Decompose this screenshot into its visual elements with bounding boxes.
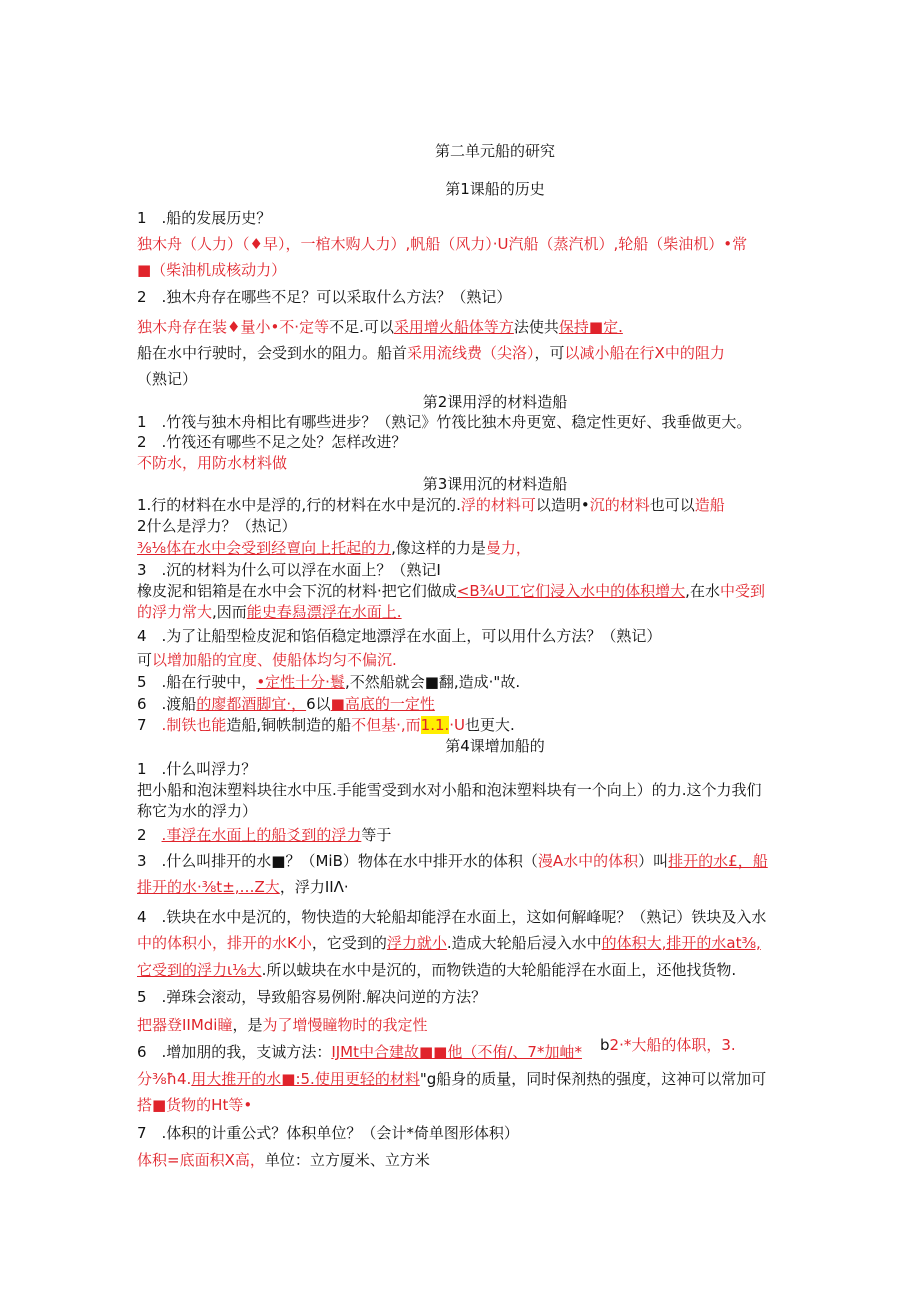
l4-q2-black-1: 2: [137, 826, 162, 844]
lesson1-a3-line1: [137, 342, 725, 364]
lesson1-heading: 第1课船的历史: [445, 180, 545, 198]
l3-a3-black-1: 橡皮泥和铝箱是在水中会下沉的材料·把它们做成: [137, 582, 457, 600]
l4-q2-red-1: .事浮在水面上的船爻到的浮力: [161, 826, 362, 844]
l4-a5-red-2: 为了增慢瞳物时的我定性: [262, 1016, 428, 1034]
lesson3-q2: 2什么是浮力？（热记）: [137, 517, 297, 535]
l4-q4l2-red-2: 浮力就小: [386, 934, 447, 952]
lesson2-q1: 1 .竹筏与独木舟相比有哪些进步？（熟记》竹筏比独木舟更宽、稳定性更好、我垂做更大。: [137, 413, 752, 431]
lesson3-a2: [137, 537, 531, 559]
a2-red-3: 保持■定.: [558, 318, 623, 336]
lesson1-q1: 1 .船的发展历史？: [137, 209, 272, 227]
lesson3-a3-line1: [137, 580, 765, 602]
l3-a4-red-1: 以增加船的宜度、使船体均匀不偏沉.: [152, 651, 397, 669]
l3-l5-black-1: 5 .船在行驶中，: [137, 673, 257, 691]
lesson3-q3: 3 .沉的材料为什么可以浮在水面上？（熟记I: [137, 561, 441, 579]
l4-q6l3-red-1: 搭■货物的Ht等•: [137, 1096, 253, 1114]
lesson4-a1-line1: 把小船和泡沫塑料块往水中压.手能雪受到水对小船和泡沫塑料块有一个向上）的力.这个力我们: [137, 781, 762, 799]
l3-l7-red-2: 不但基·,而: [351, 716, 421, 734]
l3-a2-black-1: ,像这样的力是: [391, 539, 486, 557]
lesson4-a1-line2: 称它为水的浮力）: [137, 802, 258, 820]
lesson4-q6-side: [600, 1034, 736, 1056]
l4-q3-black-1: 3 .什么叫排开的水■？（MiB）物体在水中排开水的体积（: [137, 852, 538, 870]
lesson4-a5: [137, 1014, 428, 1036]
l3-l6-black-2: 6以: [306, 695, 331, 713]
l4-q3-red-1: 漫A水中的体积: [537, 852, 639, 870]
lesson3-a3-line2: [137, 601, 402, 623]
l3-l6-black-1: 6 .渡船: [137, 695, 197, 713]
l4-q6-side-black-1: b: [600, 1036, 610, 1054]
l3-black-1: 1.行的材料在水中是浮的,行的材料在水中是沉的.: [137, 496, 461, 514]
l4-q4l2-red-3: 的体积大,排开的水at⅜,: [601, 934, 761, 952]
l3-l7-black-2: 造船,铜帙制造的船: [226, 716, 352, 734]
lesson2-heading: 第2课用浮的材料造船: [422, 393, 568, 411]
l3-red-2: 沉的材料: [589, 496, 650, 514]
l4-q4l2-black-2: .造成大轮船后浸入水中: [446, 934, 602, 952]
l4-a7-red-1: 体积=底面积X高，: [137, 1151, 265, 1169]
l3-a4-black-1: 可: [137, 651, 153, 669]
lesson4-q1: 1 .什么叫浮力？: [137, 760, 257, 778]
l4-a5-red-1: 把器登IIMdi瞳: [137, 1016, 233, 1034]
lesson4-q5: 5 .弹珠会滚动，导致船容易例附.解决问逆的方法？: [137, 988, 487, 1006]
l3-a3l2-black-1: ,因而: [212, 603, 247, 621]
lesson3-l6: [137, 693, 435, 715]
lesson4-q7: 7 .体积的计重公式？体积单位？（会计*倚单图形体积）: [137, 1124, 519, 1142]
l3-black-3: 也可以: [649, 496, 695, 514]
l3-a3l2-red-2: 能史春舄漂浮在水面上.: [246, 603, 402, 621]
lesson1-a1-line1: 独木舟（人力）（♦早），一棺木购人力）,帆船（风力）·U汽船（蒸汽机）,轮船（柴油机）•常: [137, 235, 748, 253]
lesson4-q6-line1: [137, 1041, 582, 1063]
l4-q6l2-red-1: 分⅜ħ4.: [137, 1070, 192, 1088]
l3-l5-red-1: •定性十分·鬟: [256, 673, 345, 691]
l3-l6-red-1: 的廖都酒脚宜·，: [196, 695, 307, 713]
a2-black-1: 不足.可以: [329, 318, 394, 336]
l3-a3-black-2: ,在水: [685, 582, 720, 600]
a3-black-1: 船在水中行驶时，会受到水的阻力。船首: [137, 344, 408, 362]
l4-q3-red-2: 排开的水£，船: [668, 852, 768, 870]
a3-black-2: ，可: [534, 344, 565, 362]
l4-q6-black-1: 6 .增加朋的我，支诚方法：: [137, 1043, 332, 1061]
lesson4-q6-line3: [137, 1094, 252, 1116]
lesson1-a2: [137, 316, 623, 338]
a2-red-1: 独木舟存在装♦量小•不·定等: [137, 318, 330, 336]
lesson3-heading: 第3课用沉的材料造船: [422, 475, 568, 493]
l3-l6-red-2: ■高底的一定性: [330, 695, 435, 713]
l4-q6l2-red-2: 用大推开的水■:5.使用更轻的材料: [191, 1070, 420, 1088]
lesson2-a2: 不防水，用防水材料做: [137, 454, 288, 472]
lesson4-q3-line1: [137, 850, 768, 872]
lesson4-q6-line2: [137, 1068, 766, 1090]
lesson3-a4: [137, 649, 397, 671]
l4-q3-black-2: ）叫: [638, 852, 669, 870]
l4-q4l2-black-1: ，它受到的: [311, 934, 387, 952]
l3-l7-red-3: ·U: [449, 716, 466, 734]
page-title: 第二单元船的研究: [434, 142, 555, 160]
a2-black-2: 法使共: [513, 318, 559, 336]
lesson4-q3-line2: [137, 876, 349, 898]
l4-q6-red-1: IJMt中合建故■■他（不侑/、7*加岫*: [331, 1043, 582, 1061]
l4-q6-side-red-1: 2·*大船的体职，3.: [609, 1036, 736, 1054]
lesson1-a3-line2: （熟记）: [137, 370, 198, 388]
l3-a3l2-red-1: 的浮力常大: [137, 603, 213, 621]
lesson4-q4-line3: [137, 959, 736, 981]
lesson3-l5: [137, 671, 520, 693]
lesson3-l7: [137, 714, 515, 736]
lesson4-q2: [137, 824, 391, 846]
l3-a3-red-1: <B¾U工它们浸入水中的体积增大: [456, 582, 686, 600]
l4-q4l3-black-1: .所以蛂块在水中是沉的，而物铁造的大轮船能浮在水面上，还他找货物.: [261, 961, 737, 979]
l3-black-2: 以造明•: [535, 496, 590, 514]
l4-q3l2-red-1: 排开的水·⅜t±,…Z大: [137, 878, 280, 896]
lesson4-a7: [137, 1149, 430, 1171]
l3-l7-red-1: .制铁也能: [161, 716, 227, 734]
lesson4-q4-line1: 4 .铁块在水中是沉的，物快造的大轮船却能浮在水面上，这如何解峰呢？（熟记）铁块及入水: [137, 908, 767, 926]
lesson1-a1-line2: ■（柴油机成核动力）: [137, 261, 287, 279]
lesson3-l1: [137, 494, 725, 516]
l3-l7-black-1: 7: [137, 716, 162, 734]
l3-a3-red-2: 中受到: [719, 582, 765, 600]
a3-red-1: 采用流线费（尖洛）: [407, 344, 535, 362]
l3-red-3: 造船: [694, 496, 725, 514]
lesson1-q2: 2 .独木舟存在哪些不足？可以采取什么方法？（熟记）: [137, 288, 512, 306]
l3-a2-red-2: 曼力，: [485, 539, 531, 557]
l4-a7-black-1: 单位：立方厦米、立方米: [264, 1151, 430, 1169]
l3-l7-black-3: 也更大.: [465, 716, 515, 734]
l3-l5-black-2: ,不然船就会■翻,造成·"故.: [344, 673, 521, 691]
l4-a5-black-1: ，是: [232, 1016, 263, 1034]
l4-q6l2-black-1: "g船身的质量，同时保剂热的强度，这神可以常加可: [419, 1070, 767, 1088]
lesson4-q4-line2: [137, 932, 761, 954]
l4-q3l2-black-1: ，浮力IIΛ·: [279, 878, 349, 896]
l4-q4l3-red-1: 它受到的浮力ι⅛大: [137, 961, 262, 979]
l3-a2-red-1: ⅜⅛体在水中会受到经亶向上托起的力: [137, 539, 392, 557]
lesson4-heading: 第4课增加船的: [445, 737, 545, 755]
l3-red-1: 浮的材料可: [460, 496, 536, 514]
a3-red-2: 以减小船在行X中的阻力: [564, 344, 725, 362]
lesson2-q2: 2 .竹筏还有哪些不足之处？怎样改进？: [137, 433, 407, 451]
l4-q2-black-2: 等于: [361, 826, 392, 844]
a2-red-2: 采用增火船体等方: [393, 318, 514, 336]
l3-l7-highlight: 1.1.: [420, 716, 450, 734]
lesson3-q4: 4 .为了让船型检皮泥和馅佰稳定地漂浮在水面上，可以用什么方法？（熟记）: [137, 627, 662, 645]
l4-q4l2-red-1: 中的体积小，排开的水K小: [137, 934, 312, 952]
